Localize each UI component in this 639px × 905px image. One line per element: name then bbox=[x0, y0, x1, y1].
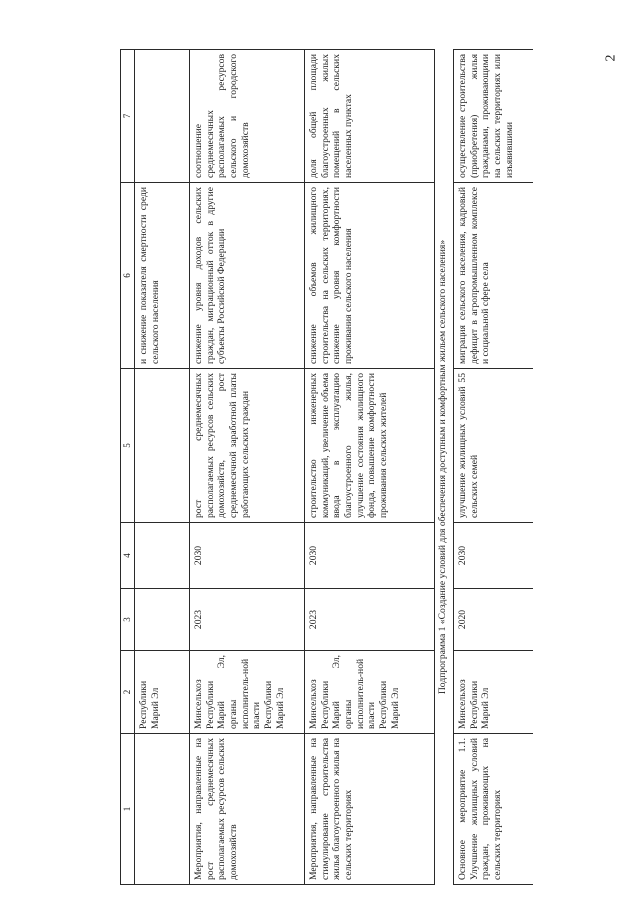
start-year-cell: 2023 bbox=[189, 589, 304, 651]
start-year-cell: 2020 bbox=[453, 589, 533, 651]
measure-name-cell: Основное мероприятие 1.1. Улучшение жилищных условий граждан, проживающих на сельских территориях bbox=[453, 734, 533, 885]
table-row bbox=[453, 50, 533, 885]
header-row bbox=[121, 50, 135, 885]
measure-name-cell bbox=[134, 734, 189, 885]
executor-cell: Минсельхоз Республики Марий Эл bbox=[453, 651, 533, 734]
header-cell: 4 bbox=[121, 523, 135, 589]
indicator-cell: доля общей площади благоустроенных жилых помещений в сельских населенных пунктах bbox=[304, 50, 434, 183]
end-year-cell: 2030 bbox=[453, 523, 533, 589]
start-year-cell bbox=[134, 589, 189, 651]
header-cell: 1 bbox=[121, 734, 135, 885]
expected-result-cell: рост среднемесячных располагаемых ресурсов сельских домохозяйств, рост среднемесячной заработной платы работающих сельских граждан bbox=[189, 369, 304, 523]
table-row bbox=[304, 50, 434, 885]
start-year-cell: 2023 bbox=[304, 589, 434, 651]
header-cell: 6 bbox=[121, 183, 135, 369]
subprogram-title: Подпрограмма 1 «Создание условий для обеспечения доступным и комфортным жильем сельского населения» bbox=[434, 50, 453, 885]
consequences-cell: снижение объемов жилищного строительства на сельских территориях, снижение уровня комфортности проживания сельского населения bbox=[304, 183, 434, 369]
table-row bbox=[134, 50, 189, 885]
end-year-cell: 2030 bbox=[189, 523, 304, 589]
expected-result-cell: строительство инженерных коммуникаций, увеличение объема ввода в эксплуатацию благоустроенного жилья, улучшение состояния жилищного фонда, повышение комфортности проживания сельских жителей bbox=[304, 369, 434, 523]
indicator-cell bbox=[134, 50, 189, 183]
consequences-cell: и снижение показателя смертности среди сельского населения bbox=[134, 183, 189, 369]
indicator-cell: соотношение среднемесячных располагаемых ресурсов сельского и городского домохозяйств bbox=[189, 50, 304, 183]
executor-cell: Республики Марий Эл bbox=[134, 651, 189, 734]
header-cell: 3 bbox=[121, 589, 135, 651]
consequences-cell: миграция сельского населения, кадровый дефицит в агропромышленном комплексе и социальной сфере села bbox=[453, 183, 533, 369]
table-row bbox=[189, 50, 304, 885]
end-year-cell: 2030 bbox=[304, 523, 434, 589]
page-number: 2 bbox=[603, 54, 619, 62]
header-cell: 7 bbox=[121, 50, 135, 183]
measure-name-cell: Мероприятия, направленные на рост среднемесячных располагаемых ресурсов сельских домохозяйств bbox=[189, 734, 304, 885]
expected-result-cell: улучшение жилищных условий 55 сельских семей bbox=[453, 369, 533, 523]
measures-table bbox=[120, 49, 533, 885]
header-cell: 2 bbox=[121, 651, 135, 734]
rotated-table-wrapper bbox=[120, 50, 590, 885]
consequences-cell: снижение уровня доходов сельских граждан, миграционный отток в другие субъекты Российской Федерации bbox=[189, 183, 304, 369]
expected-result-cell bbox=[134, 369, 189, 523]
subprogram-row bbox=[434, 50, 453, 885]
end-year-cell bbox=[134, 523, 189, 589]
header-cell: 5 bbox=[121, 369, 135, 523]
indicator-cell: осуществление строительства (приобретения) жилья гражданами, проживающими на сельских территориях или изъявившими bbox=[453, 50, 533, 183]
executor-cell: Минсельхоз Республики Марий Эл, органы исполнитель-ной власти Республики Марий Эл bbox=[189, 651, 304, 734]
measure-name-cell: Мероприятия, направленные на стимулирование строительства жилья благоустроенного жилья на сельских территориях bbox=[304, 734, 434, 885]
executor-cell: Минсельхоз Республики Марий Эл, органы исполнитель-ной власти Республики Марий Эл bbox=[304, 651, 434, 734]
